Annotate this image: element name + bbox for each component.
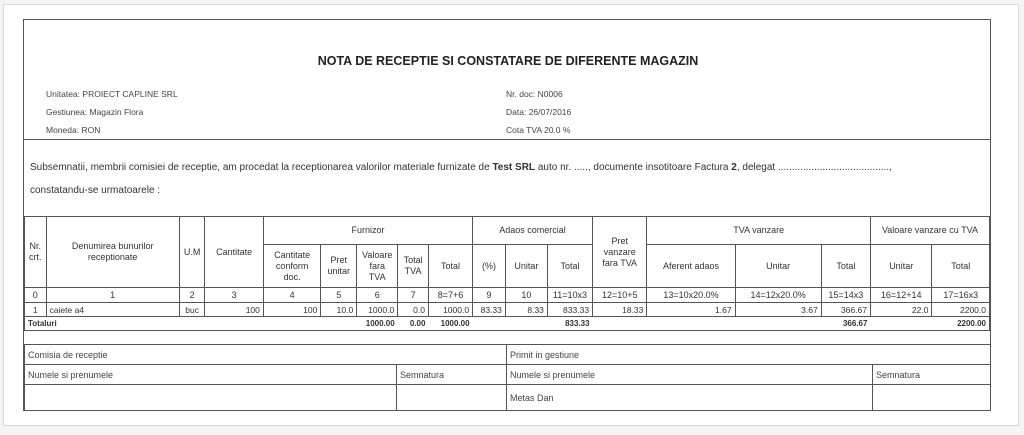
index-cell: 3 xyxy=(205,288,263,303)
warehouse-value: Magazin Flora xyxy=(89,107,144,117)
row-valoare: 1000.0 xyxy=(357,303,398,317)
warehouse-label: Gestiunea: xyxy=(46,107,88,117)
currency-value: RON xyxy=(81,125,101,135)
index-cell: 8=7+6 xyxy=(428,288,472,303)
index-cell: 14=12x20.0% xyxy=(735,288,821,303)
col-tva-unitar: Unitar xyxy=(735,245,821,288)
date-line xyxy=(506,103,571,121)
signature-label-right: Semnatura xyxy=(873,365,991,385)
index-cell: 10 xyxy=(505,288,547,303)
page-frame xyxy=(3,4,1019,426)
col-tva-total: Total xyxy=(821,245,870,288)
col-nr: Nr. crt. xyxy=(25,217,47,288)
header-divider xyxy=(24,139,990,140)
doc-number-value: N0006 xyxy=(537,89,563,99)
reception-table xyxy=(24,216,990,331)
totals-adaos: 833.33 xyxy=(547,317,592,331)
totals-empty xyxy=(263,317,356,331)
statement-text-1: Subsemnatii, membrii comisiei de receptie, am procedat la receptionarea valorilor materiale furnizate de xyxy=(30,162,493,173)
statement-text-3: , delegat ........................................, xyxy=(736,162,892,173)
row-total: 1000.0 xyxy=(428,303,472,317)
col-adaos-unitar: Unitar xyxy=(505,245,547,288)
totals-empty xyxy=(593,317,822,331)
row-cantitate: 100 xyxy=(205,303,263,317)
row-vv-unitar: 22.0 xyxy=(870,303,932,317)
statement-text-4: constatandu-se urmatoarele : xyxy=(30,185,161,196)
date-label: Data: xyxy=(506,107,527,117)
totals-total: 1000.00 xyxy=(428,317,472,331)
col-vv-total: Total xyxy=(932,245,990,288)
table-row xyxy=(25,303,990,317)
index-cell: 12=10+5 xyxy=(593,288,647,303)
totals-valoare: 1000.00 xyxy=(357,317,398,331)
name-value-left xyxy=(25,385,397,411)
totals-empty xyxy=(473,317,548,331)
group-adaos: Adaos comercial xyxy=(473,217,593,245)
row-adaos-unitar: 8.33 xyxy=(505,303,547,317)
index-cell: 4 xyxy=(263,288,320,303)
statement-text-2: auto nr. ....., documente insotitoare Factura xyxy=(535,162,732,173)
row-tva-unitar: 3.67 xyxy=(735,303,821,317)
commission-statement xyxy=(30,156,980,202)
invoice-number: 2 xyxy=(731,162,737,173)
index-row xyxy=(25,288,990,303)
warehouse-line xyxy=(46,103,178,121)
col-denumire: Denumirea bunurilor receptionate xyxy=(46,217,179,288)
name-label-right: Numele si prenumele xyxy=(507,365,873,385)
name-value-right: Metas Dan xyxy=(507,385,873,411)
index-cell: 5 xyxy=(321,288,357,303)
currency-label: Moneda: xyxy=(46,125,80,135)
col-adaos-pct: (%) xyxy=(473,245,506,288)
doc-number-line xyxy=(506,85,571,103)
row-adaos-total: 833.33 xyxy=(547,303,592,317)
vat-rate-value: 20.0 % xyxy=(543,125,571,135)
reception-note-document xyxy=(23,19,991,411)
header-left-info xyxy=(46,85,178,139)
index-cell: 7 xyxy=(398,288,429,303)
row-tva-total: 366.67 xyxy=(821,303,870,317)
header-right-info xyxy=(506,85,571,139)
signature-table xyxy=(24,344,991,411)
col-adaos-total: Total xyxy=(547,245,592,288)
totals-vv-total: 2200.00 xyxy=(932,317,990,331)
col-tva-aferent: Aferent adaos xyxy=(647,245,735,288)
unit-label: Unitatea: xyxy=(46,89,81,99)
row-tva: 0.0 xyxy=(398,303,429,317)
doc-number-label: Nr. doc: xyxy=(506,89,536,99)
currency-line xyxy=(46,121,178,139)
signature-value-left xyxy=(397,385,507,411)
date-value: 26/07/2016 xyxy=(528,107,572,117)
totals-row xyxy=(25,317,990,331)
supplier-name: Test SRL xyxy=(492,162,536,173)
row-tva-aferent: 1.67 xyxy=(647,303,735,317)
group-valoare: Valoare vanzare cu TVA xyxy=(870,217,989,245)
received-label: Primit in gestiune xyxy=(507,345,991,365)
signature-label-left: Semnatura xyxy=(397,365,507,385)
signature-value-right xyxy=(873,385,991,411)
row-vv-total: 2200.0 xyxy=(932,303,990,317)
row-name: caiete a4 xyxy=(46,303,179,317)
document-title: NOTA DE RECEPTIE SI CONSTATARE DE DIFERENTE MAGAZIN xyxy=(317,54,699,68)
group-furnizor: Furnizor xyxy=(263,217,472,245)
unit-value: PROIECT CAPLINE SRL xyxy=(82,89,178,99)
col-um: U.M xyxy=(179,217,205,288)
totals-empty xyxy=(870,317,932,331)
index-cell: 17=16x3 xyxy=(932,288,990,303)
index-cell: 13=10x20.0% xyxy=(647,288,735,303)
row-adaos-pct: 83.33 xyxy=(473,303,506,317)
col-furnizor-total: Total xyxy=(428,245,472,288)
name-label-left: Numele si prenumele xyxy=(25,365,397,385)
group-tva: TVA vanzare xyxy=(647,217,871,245)
totals-label: Totaluri xyxy=(25,317,264,331)
col-cant-doc: Cantitate conform doc. xyxy=(263,245,320,288)
vat-rate-label: Cota TVA xyxy=(506,125,542,135)
col-cantitate: Cantitate xyxy=(205,217,263,288)
index-cell: 9 xyxy=(473,288,506,303)
row-um: buc xyxy=(179,303,205,317)
index-cell: 0 xyxy=(25,288,47,303)
totals-tva-total: 366.67 xyxy=(821,317,870,331)
vat-rate-line xyxy=(506,121,571,139)
row-pret-vanzare: 18.33 xyxy=(593,303,647,317)
row-cant-doc: 100 xyxy=(263,303,320,317)
row-nr: 1 xyxy=(25,303,47,317)
index-cell: 15=14x3 xyxy=(821,288,870,303)
totals-tva: 0.00 xyxy=(398,317,429,331)
col-pret-vanzare: Pret vanzare fara TVA xyxy=(593,217,647,288)
row-pret-unitar: 10.0 xyxy=(321,303,357,317)
col-vv-unitar: Unitar xyxy=(870,245,932,288)
col-valoare-fara: Valoare fara TVA xyxy=(357,245,398,288)
unit-line xyxy=(46,85,178,103)
index-cell: 16=12+14 xyxy=(870,288,932,303)
commission-label: Comisia de receptie xyxy=(25,345,507,365)
index-cell: 2 xyxy=(179,288,205,303)
col-pret-unitar: Pret unitar xyxy=(321,245,357,288)
col-total-tva: Total TVA xyxy=(398,245,429,288)
index-cell: 1 xyxy=(46,288,179,303)
index-cell: 6 xyxy=(357,288,398,303)
index-cell: 11=10x3 xyxy=(547,288,592,303)
